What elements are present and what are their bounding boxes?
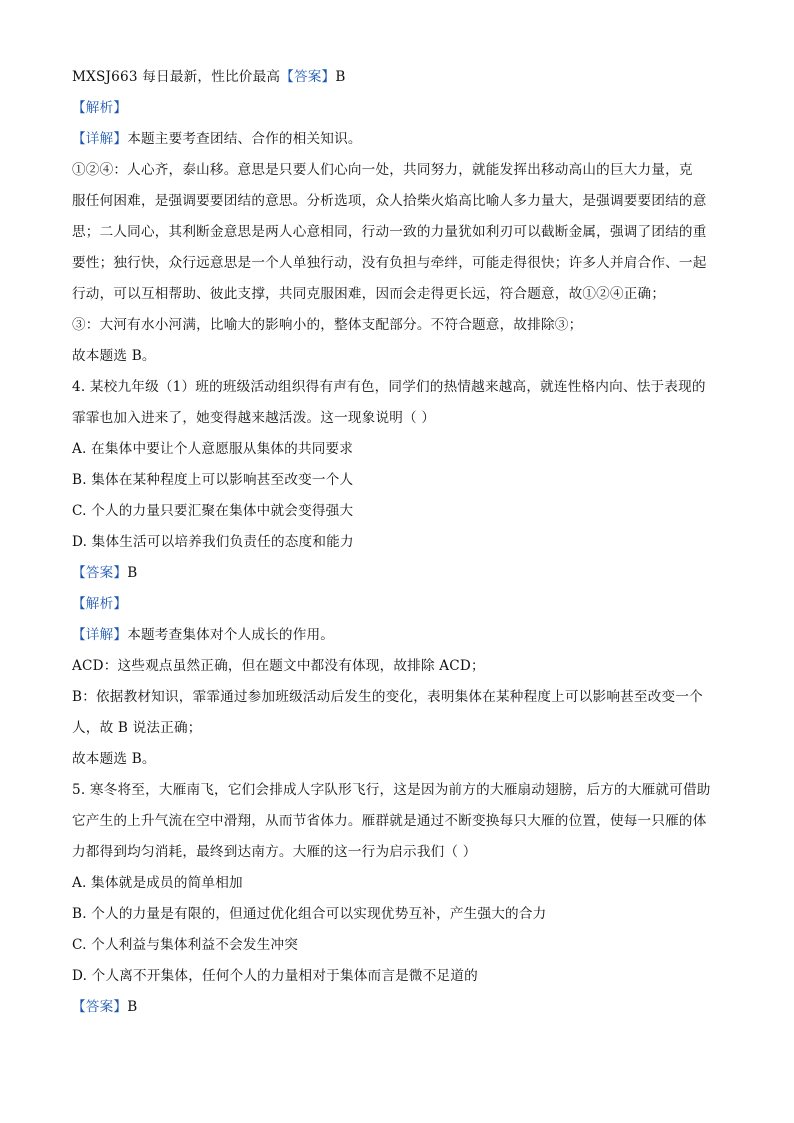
explanation-line: 要性；独行快，众行远意思是一个人单独行动，没有负担与牵绊，可能走得很快；许多人并肩合作、一起 — [72, 255, 707, 271]
option-d: D. 集体生活可以培养我们负责任的态度和能力 — [72, 534, 354, 550]
option-b: B. 个人的力量是有限的，但通过优化组合可以实现优势互补，产生强大的合力 — [72, 906, 547, 922]
explanation-line: 行动，可以互相帮助、彼此支撑，共同克服困难，因而会走得更长远，符合题意，故①②④正确； — [72, 286, 666, 302]
detail-line — [72, 124, 732, 155]
conclusion-line: 故本题选 B。 — [72, 348, 156, 364]
option-c: C. 个人利益与集体利益不会发生冲突 — [72, 937, 299, 953]
explanation-line: 人，故 B 说法正确； — [72, 720, 202, 736]
option-d: D. 个人离不开集体，任何个人的力量相对于集体而言是微不足道的 — [72, 968, 478, 984]
answer-value: B — [335, 69, 346, 85]
detail-text: 本题主要考查团结、合作的相关知识。 — [127, 131, 362, 147]
document-page — [72, 62, 732, 1023]
header-line — [72, 62, 732, 93]
analysis-heading: 【解析】 — [72, 596, 128, 612]
explanation-line: 思；二人同心，其利断金意思是两人心意相同，行动一致的力量犹如利刃可以截断金属，强调了团结的重 — [72, 224, 707, 240]
explanation-line: B：依据教材知识，霏霏通过参加班级活动后发生的变化，表明集体在某种程度上可以影响甚至改变一个 — [72, 689, 703, 705]
option-c: C. 个人的力量只要汇聚在集体中就会变得强大 — [72, 503, 354, 519]
answer-label: 【答案】 — [72, 565, 128, 581]
option-a: A. 在集体中要让个人意愿服从集体的共同要求 — [72, 441, 354, 457]
analysis-heading: 【解析】 — [72, 100, 128, 116]
option-a: A. 集体就是成员的简单相加 — [72, 875, 243, 891]
answer-line — [72, 992, 732, 1023]
answer-value: B — [127, 565, 138, 581]
explanation-line: 服任何困难，是强调要要团结的意思。分析选项，众人拾柴火焰高比喻人多力量大，是强调要要团结的意 — [72, 193, 707, 209]
answer-value: B — [127, 999, 138, 1015]
explanation-line: ACD：这些观点虽然正确，但在题文中都没有体现，故排除 ACD； — [72, 658, 485, 674]
question-stem-line: 4. 某校九年级（1）班的班级活动组织得有声有色，同学们的热情越来越高，就连性格内向、怯于表现的 — [72, 379, 706, 395]
detail-label: 【详解】 — [72, 131, 128, 147]
answer-label: 【答案】 — [280, 69, 336, 85]
answer-label: 【答案】 — [72, 999, 128, 1015]
conclusion-line: 故本题选 B。 — [72, 751, 156, 767]
question-stem-line: 它产生的上升气流在空中滑翔，从而节省体力。雁群就是通过不断变换每只大雁的位置，使每一只雁的体 — [72, 813, 707, 829]
option-b: B. 集体在某种程度上可以影响甚至改变一个人 — [72, 472, 354, 488]
question-stem-line: 霏霏也加入进来了，她变得越来越活泼。这一现象说明（ ） — [72, 410, 436, 426]
question-stem-line: 力都得到均匀消耗，最终到达南方。大雁的这一行为启示我们（ ） — [72, 844, 477, 860]
answer-line — [72, 558, 732, 589]
explanation-line: ③：大河有水小河满，比喻大的影响小的，整体支配部分。不符合题意，故排除③； — [72, 317, 583, 333]
explanation-line: ①②④：人心齐，泰山移。意思是只要人们心向一处，共同努力，就能发挥出移动高山的巨大力量，克 — [72, 162, 693, 178]
detail-text: 本题考查集体对个人成长的作用。 — [127, 627, 335, 643]
question-stem-line: 5. 寒冬将至，大雁南飞，它们会排成人字队形飞行，这是因为前方的大雁扇动翅膀，后方的大雁就可借助 — [72, 782, 711, 798]
detail-line — [72, 620, 732, 651]
detail-label: 【详解】 — [72, 627, 128, 643]
watermark-text: MXSJ663 每日最新，性比价最高 — [72, 69, 281, 85]
